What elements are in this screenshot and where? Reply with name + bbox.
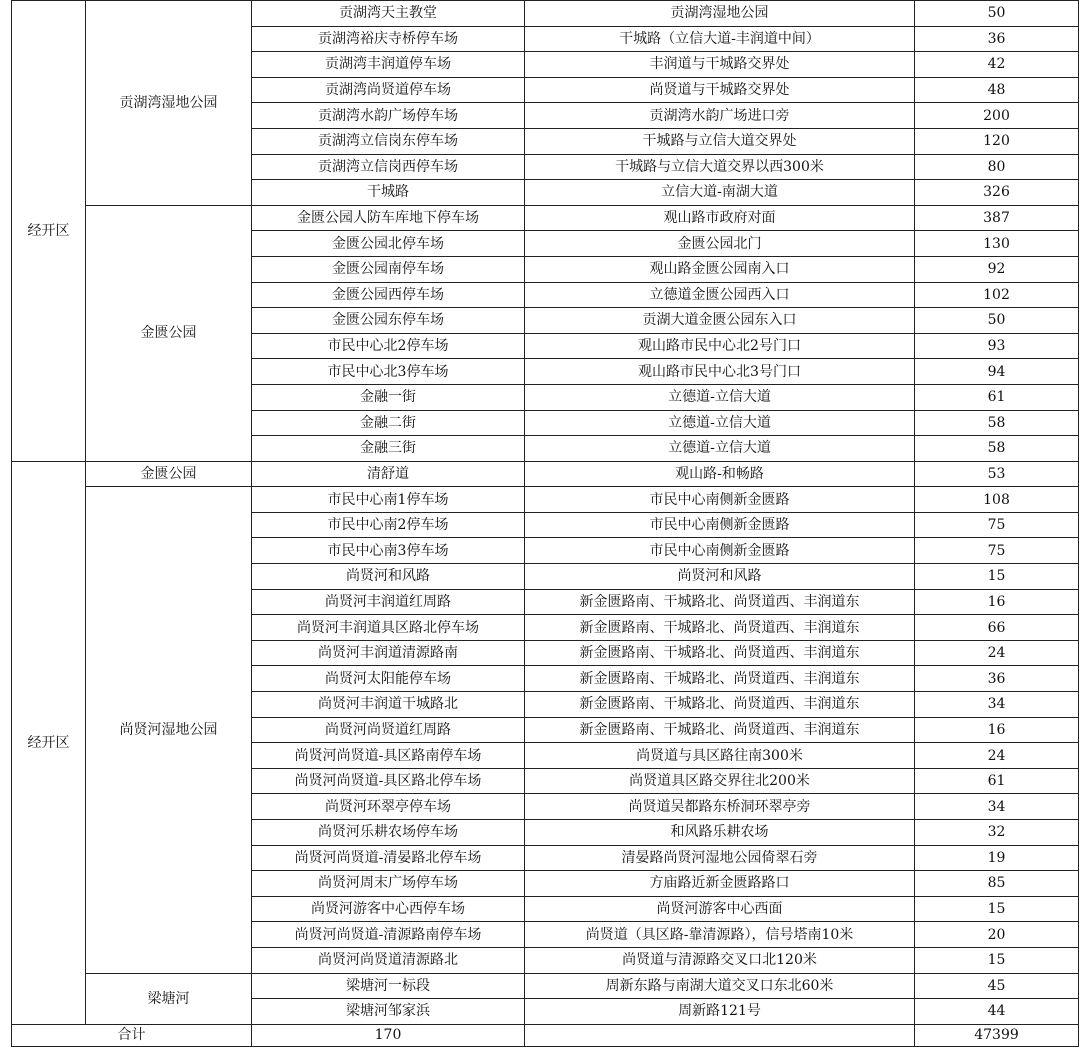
location-cell: 观山路-和畅路 <box>525 461 915 487</box>
space-count-cell: 200 <box>915 103 1079 129</box>
space-count-cell: 80 <box>915 154 1079 180</box>
district-cell: 经开区 <box>12 1 86 462</box>
space-count-cell: 66 <box>915 615 1079 641</box>
parking-name-cell: 尚贤河丰润道干城路北 <box>252 692 525 718</box>
space-count-cell: 42 <box>915 52 1079 78</box>
space-count-cell: 130 <box>915 231 1079 257</box>
location-cell: 新金匮路南、干城路北、尚贤道西、丰润道东 <box>525 640 915 666</box>
location-cell: 市民中心南侧新金匮路 <box>525 512 915 538</box>
space-count-cell: 45 <box>915 973 1079 999</box>
parking-name-cell: 贡湖湾立信岗西停车场 <box>252 154 525 180</box>
location-cell: 干城路与立信大道交界处 <box>525 128 915 154</box>
location-cell: 干城路（立信大道-丰润道中间） <box>525 26 915 52</box>
space-count-cell: 94 <box>915 359 1079 385</box>
location-cell: 和风路乐耕农场 <box>525 820 915 846</box>
space-count-cell: 50 <box>915 308 1079 334</box>
space-count-cell: 50 <box>915 1 1079 27</box>
location-cell: 立德道-立信大道 <box>525 436 915 462</box>
space-count-cell: 75 <box>915 512 1079 538</box>
location-cell: 周新东路与南湖大道交叉口东北60米 <box>525 973 915 999</box>
parking-name-cell: 梁塘河一标段 <box>252 973 525 999</box>
parking-table <box>11 0 1079 1047</box>
parking-name-cell: 贡湖湾丰润道停车场 <box>252 52 525 78</box>
space-count-cell: 75 <box>915 538 1079 564</box>
location-cell: 尚贤道吴都路东桥洞环翠亭旁 <box>525 794 915 820</box>
space-count-cell: 16 <box>915 589 1079 615</box>
parking-name-cell: 尚贤河尚贤道-具区路北停车场 <box>252 768 525 794</box>
parking-name-cell: 市民中心北2停车场 <box>252 333 525 359</box>
parking-name-cell: 尚贤河环翠亭停车场 <box>252 794 525 820</box>
parking-name-cell: 金匮公园北停车场 <box>252 231 525 257</box>
location-cell: 尚贤道具区路交界往北200米 <box>525 768 915 794</box>
location-cell: 观山路金匮公园南入口 <box>525 256 915 282</box>
parking-name-cell: 金融三街 <box>252 436 525 462</box>
parking-name-cell: 尚贤河尚贤道-清晏路北停车场 <box>252 845 525 871</box>
location-cell: 观山路市民中心北3号门口 <box>525 359 915 385</box>
parking-name-cell: 梁塘河邹家浜 <box>252 999 525 1025</box>
space-count-cell: 61 <box>915 384 1079 410</box>
space-count-cell: 58 <box>915 436 1079 462</box>
parking-name-cell: 贡湖湾天主教堂 <box>252 1 525 27</box>
location-cell: 贡湖湾湿地公园 <box>525 1 915 27</box>
space-count-cell: 36 <box>915 666 1079 692</box>
space-count-cell: 32 <box>915 820 1079 846</box>
total-spaces-cell: 47399 <box>915 1024 1079 1046</box>
parking-name-cell: 尚贤河尚贤道-清源路南停车场 <box>252 922 525 948</box>
space-count-cell: 34 <box>915 794 1079 820</box>
park-cell: 贡湖湾湿地公园 <box>86 1 252 206</box>
space-count-cell: 326 <box>915 180 1079 206</box>
location-cell: 市民中心南侧新金匮路 <box>525 487 915 513</box>
parking-name-cell: 金匮公园南停车场 <box>252 256 525 282</box>
table-row <box>12 487 1079 513</box>
space-count-cell: 15 <box>915 896 1079 922</box>
parking-table-body <box>12 1 1079 1047</box>
location-cell: 干城路与立信大道交界以西300米 <box>525 154 915 180</box>
park-cell: 金匮公园 <box>86 461 252 487</box>
parking-name-cell: 金融二街 <box>252 410 525 436</box>
space-count-cell: 120 <box>915 128 1079 154</box>
space-count-cell: 58 <box>915 410 1079 436</box>
space-count-cell: 15 <box>915 564 1079 590</box>
location-cell: 新金匮路南、干城路北、尚贤道西、丰润道东 <box>525 666 915 692</box>
location-cell: 周新路121号 <box>525 999 915 1025</box>
parking-name-cell: 金匮公园西停车场 <box>252 282 525 308</box>
space-count-cell: 387 <box>915 205 1079 231</box>
table-row <box>12 973 1079 999</box>
location-cell: 尚贤道与干城路交界处 <box>525 77 915 103</box>
park-cell: 金匮公园 <box>86 205 252 461</box>
space-count-cell: 19 <box>915 845 1079 871</box>
parking-name-cell: 清舒道 <box>252 461 525 487</box>
parking-name-cell: 尚贤河丰润道清源路南 <box>252 640 525 666</box>
space-count-cell: 53 <box>915 461 1079 487</box>
space-count-cell: 24 <box>915 743 1079 769</box>
park-cell: 尚贤河湿地公园 <box>86 487 252 973</box>
location-cell: 丰润道与干城路交界处 <box>525 52 915 78</box>
space-count-cell: 61 <box>915 768 1079 794</box>
space-count-cell: 93 <box>915 333 1079 359</box>
total-label: 合计 <box>12 1024 252 1046</box>
parking-name-cell: 尚贤河丰润道红周路 <box>252 589 525 615</box>
parking-name-cell: 贡湖湾立信岗东停车场 <box>252 128 525 154</box>
table-row <box>12 461 1079 487</box>
parking-name-cell: 市民中心北3停车场 <box>252 359 525 385</box>
parking-name-cell: 尚贤河游客中心西停车场 <box>252 896 525 922</box>
space-count-cell: 20 <box>915 922 1079 948</box>
location-cell: 立德道-立信大道 <box>525 384 915 410</box>
location-cell: 清晏路尚贤河湿地公园倚翠石旁 <box>525 845 915 871</box>
space-count-cell: 48 <box>915 77 1079 103</box>
space-count-cell: 15 <box>915 947 1079 973</box>
parking-name-cell: 市民中心南2停车场 <box>252 512 525 538</box>
parking-name-cell: 尚贤河周末广场停车场 <box>252 871 525 897</box>
table-row <box>12 1 1079 27</box>
district-cell: 经开区 <box>12 461 86 1024</box>
space-count-cell: 102 <box>915 282 1079 308</box>
parking-name-cell: 尚贤河尚贤道-具区路南停车场 <box>252 743 525 769</box>
location-cell: 观山路市政府对面 <box>525 205 915 231</box>
parking-name-cell: 尚贤河太阳能停车场 <box>252 666 525 692</box>
parking-name-cell: 金匮公园人防车库地下停车场 <box>252 205 525 231</box>
location-cell: 新金匮路南、干城路北、尚贤道西、丰润道东 <box>525 615 915 641</box>
parking-name-cell: 金匮公园东停车场 <box>252 308 525 334</box>
location-cell: 观山路市民中心北2号门口 <box>525 333 915 359</box>
location-cell: 新金匮路南、干城路北、尚贤道西、丰润道东 <box>525 692 915 718</box>
space-count-cell: 24 <box>915 640 1079 666</box>
location-cell: 金匮公园北门 <box>525 231 915 257</box>
parking-name-cell: 市民中心南3停车场 <box>252 538 525 564</box>
location-cell: 方庙路近新金匮路路口 <box>525 871 915 897</box>
parking-name-cell: 尚贤河乐耕农场停车场 <box>252 820 525 846</box>
parking-name-cell: 金融一街 <box>252 384 525 410</box>
table-row <box>12 205 1079 231</box>
location-cell: 尚贤河和风路 <box>525 564 915 590</box>
space-count-cell: 34 <box>915 692 1079 718</box>
location-cell: 尚贤河游客中心西面 <box>525 896 915 922</box>
total-entries-cell: 170 <box>252 1024 525 1046</box>
space-count-cell: 85 <box>915 871 1079 897</box>
total-row <box>12 1024 1079 1046</box>
location-cell: 尚贤道与具区路往南300米 <box>525 743 915 769</box>
location-cell: 尚贤道与清源路交叉口北120米 <box>525 947 915 973</box>
location-cell: 尚贤道（具区路-靠清源路），信号塔南10米 <box>525 922 915 948</box>
parking-name-cell: 尚贤河尚贤道清源路北 <box>252 947 525 973</box>
space-count-cell: 36 <box>915 26 1079 52</box>
total-location-cell <box>525 1024 915 1046</box>
location-cell: 贡湖湾水韵广场进口旁 <box>525 103 915 129</box>
location-cell: 新金匮路南、干城路北、尚贤道西、丰润道东 <box>525 717 915 743</box>
location-cell: 立德道金匮公园西入口 <box>525 282 915 308</box>
parking-name-cell: 尚贤河丰润道具区路北停车场 <box>252 615 525 641</box>
parking-name-cell: 尚贤河和风路 <box>252 564 525 590</box>
parking-name-cell: 市民中心南1停车场 <box>252 487 525 513</box>
location-cell: 立信大道-南湖大道 <box>525 180 915 206</box>
location-cell: 贡湖大道金匮公园东入口 <box>525 308 915 334</box>
space-count-cell: 108 <box>915 487 1079 513</box>
location-cell: 立德道-立信大道 <box>525 410 915 436</box>
location-cell: 新金匮路南、干城路北、尚贤道西、丰润道东 <box>525 589 915 615</box>
parking-name-cell: 干城路 <box>252 180 525 206</box>
parking-name-cell: 贡湖湾水韵广场停车场 <box>252 103 525 129</box>
parking-name-cell: 贡湖湾裕庆寺桥停车场 <box>252 26 525 52</box>
parking-name-cell: 尚贤河尚贤道红周路 <box>252 717 525 743</box>
space-count-cell: 92 <box>915 256 1079 282</box>
park-cell: 梁塘河 <box>86 973 252 1024</box>
space-count-cell: 16 <box>915 717 1079 743</box>
location-cell: 市民中心南侧新金匮路 <box>525 538 915 564</box>
space-count-cell: 44 <box>915 999 1079 1025</box>
parking-name-cell: 贡湖湾尚贤道停车场 <box>252 77 525 103</box>
